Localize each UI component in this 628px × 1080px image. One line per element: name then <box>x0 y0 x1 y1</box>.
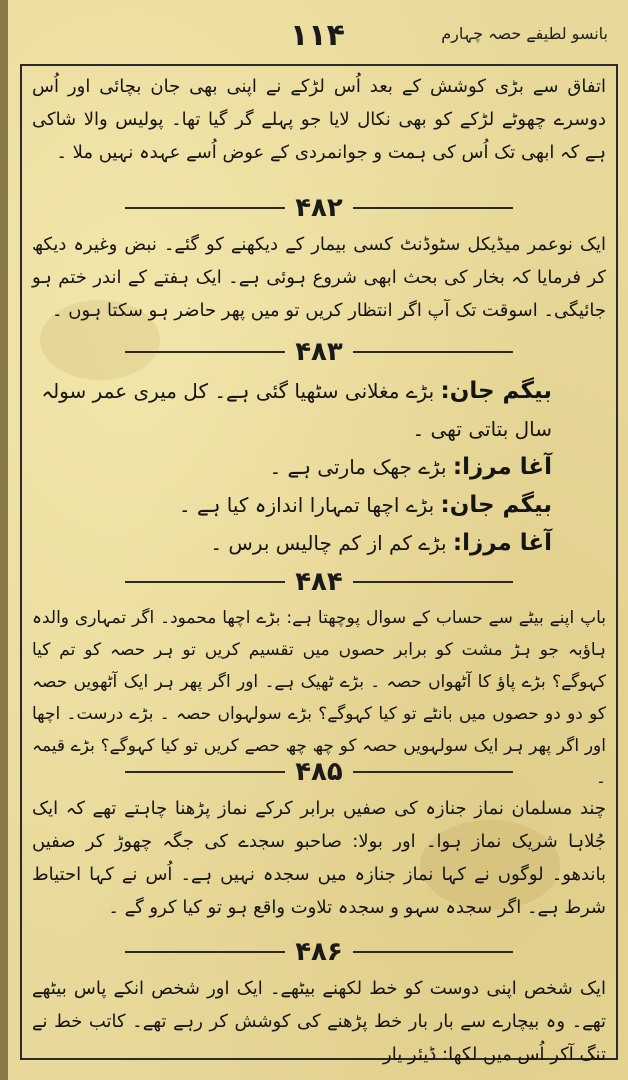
section-separator <box>26 188 612 228</box>
separator-rule <box>353 581 513 583</box>
section-separator <box>26 562 612 602</box>
dialogue-text: بڑے مغلانی سٹھیا گئی ہے۔ کل میری عمر سولہ سال بتاتی تھی ۔ <box>41 379 552 441</box>
dialogue-text: بڑے اچھا تمہارا اندازہ کیا ہے ۔ <box>178 493 435 517</box>
joke-486 <box>26 932 612 1071</box>
separator-rule <box>353 351 513 353</box>
speaker-name: بیگم جان: <box>440 378 552 404</box>
section-separator <box>26 752 612 792</box>
section-separator <box>26 932 612 972</box>
joke-482 <box>26 188 612 332</box>
separator-rule <box>353 771 513 773</box>
separator-rule <box>353 207 513 209</box>
speaker-name: بیگم جان: <box>440 492 552 518</box>
joke-text: ایک شخص اپنی دوست کو خط لکھنے بیٹھے۔ ایک اور شخص انکے پاس بیٹھے تھے۔ وہ بیچارے سے بار بار خط پڑھنے کی کوشش کر رہے تھے۔ کاتب خط نے تنگ آکر اُس میں لکھا: ڈیئر یار <box>32 978 606 1065</box>
dialogue-line <box>32 372 552 448</box>
separator-rule <box>353 951 513 953</box>
joke-483 <box>26 332 612 562</box>
binding-edge <box>0 0 8 1080</box>
running-title: بانسو لطیفے حصہ چہارم <box>441 24 608 43</box>
joke-number: ۴۸۴ <box>295 567 343 597</box>
separator-rule <box>125 581 285 583</box>
joke-485 <box>26 752 612 932</box>
joke-text: باپ اپنے بیٹے سے حساب کے سوال پوچھتا ہے: بڑے اچھا محمود۔ اگر تمہاری والدہ ہاؤبہ جو ہڑ مشت کو برابر حصوں میں تقسیم کریں تو ہر حصہ کو تم کیا کہوگے؟ بڑے پاؤ کا آٹھواں حصہ ۔ بڑے ٹھیک ہے۔ اور اگر پھر ہر ایک آٹھویں حصہ کو دو دو حصوں میں بانٹے تو کیا کہوگے؟ بڑے سولہواں حصہ ۔ بڑے درست۔ اچھا اور اگر پھر ہر ایک سولہویں حصہ کو چھ چھ حصے کریں تو کیا کہوگے؟ بڑے قیمہ ۔ <box>32 608 606 788</box>
dialogue-line <box>32 486 552 524</box>
speaker-name: آغا مرزا: <box>452 530 552 556</box>
separator-rule <box>125 951 285 953</box>
joke-number: ۴۸۵ <box>295 757 343 787</box>
dialogue-text: بڑے جھک مارتی ہے ۔ <box>269 455 447 479</box>
section-separator <box>26 332 612 372</box>
joke-number: ۴۸۶ <box>295 937 343 967</box>
dialogue-line <box>32 524 552 562</box>
joke-text: ایک نوعمر میڈیکل سٹوڈنٹ کسی بیمار کے دیکھنے کو گئے۔ نبض وغیرہ دیکھ کر فرمایا کہ بخار کی بحث ابھی شروع ہوئی ہے۔ ایک ہفتے کے اندر ختم ہو جائیگی۔ اسوقت تک آپ اگر انتظار کریں تو میں پھر حاضر ہو سکتا ہوں ۔ <box>32 234 606 321</box>
page-header <box>20 18 614 62</box>
dialogue-text: بڑے کم از کم چالیس برس ۔ <box>210 531 447 555</box>
dialogue <box>26 372 612 562</box>
separator-rule <box>125 771 285 773</box>
speaker-name: آغا مرزا: <box>452 454 552 480</box>
joke-number: ۴۸۲ <box>295 193 343 223</box>
page-content <box>26 70 612 1065</box>
intro-paragraph: اتفاق سے بڑی کوشش کے بعد اُس لڑکے نے اپنی بھی جان بچائی اور اُس دوسرے چھوٹے لڑکے کو بھی نکال لایا جو پہلے گر گیا تھا۔ پولیس والا شاکی ہے کہ ابھی تک اُس کی ہمت و جوانمردی کے عوض اُسے عہدہ نہیں ملا ۔ <box>32 76 606 163</box>
joke-text: چند مسلمان نماز جنازہ کی صفیں برابر کرکے نماز پڑھنا چاہتے تھے کہ ایک جُلاہا شریک نماز ہوا۔ اور بولا: صاحبو سجدے کی جگہ چھوڑ کر صفیں باندھو۔ لوگوں نے کہا نماز جنازہ میں سجدہ نہیں ہے۔ اُس نے کہا احتیاط شرط ہے۔ اگر سجدہ سہو و سجدہ تلاوت واقع ہو تو کیا کرو گے ۔ <box>32 798 606 918</box>
separator-rule <box>125 351 285 353</box>
separator-rule <box>125 207 285 209</box>
dialogue-line <box>32 448 552 486</box>
page-number: ۱۱۴ <box>290 18 345 53</box>
joke-number: ۴۸۳ <box>295 337 343 367</box>
